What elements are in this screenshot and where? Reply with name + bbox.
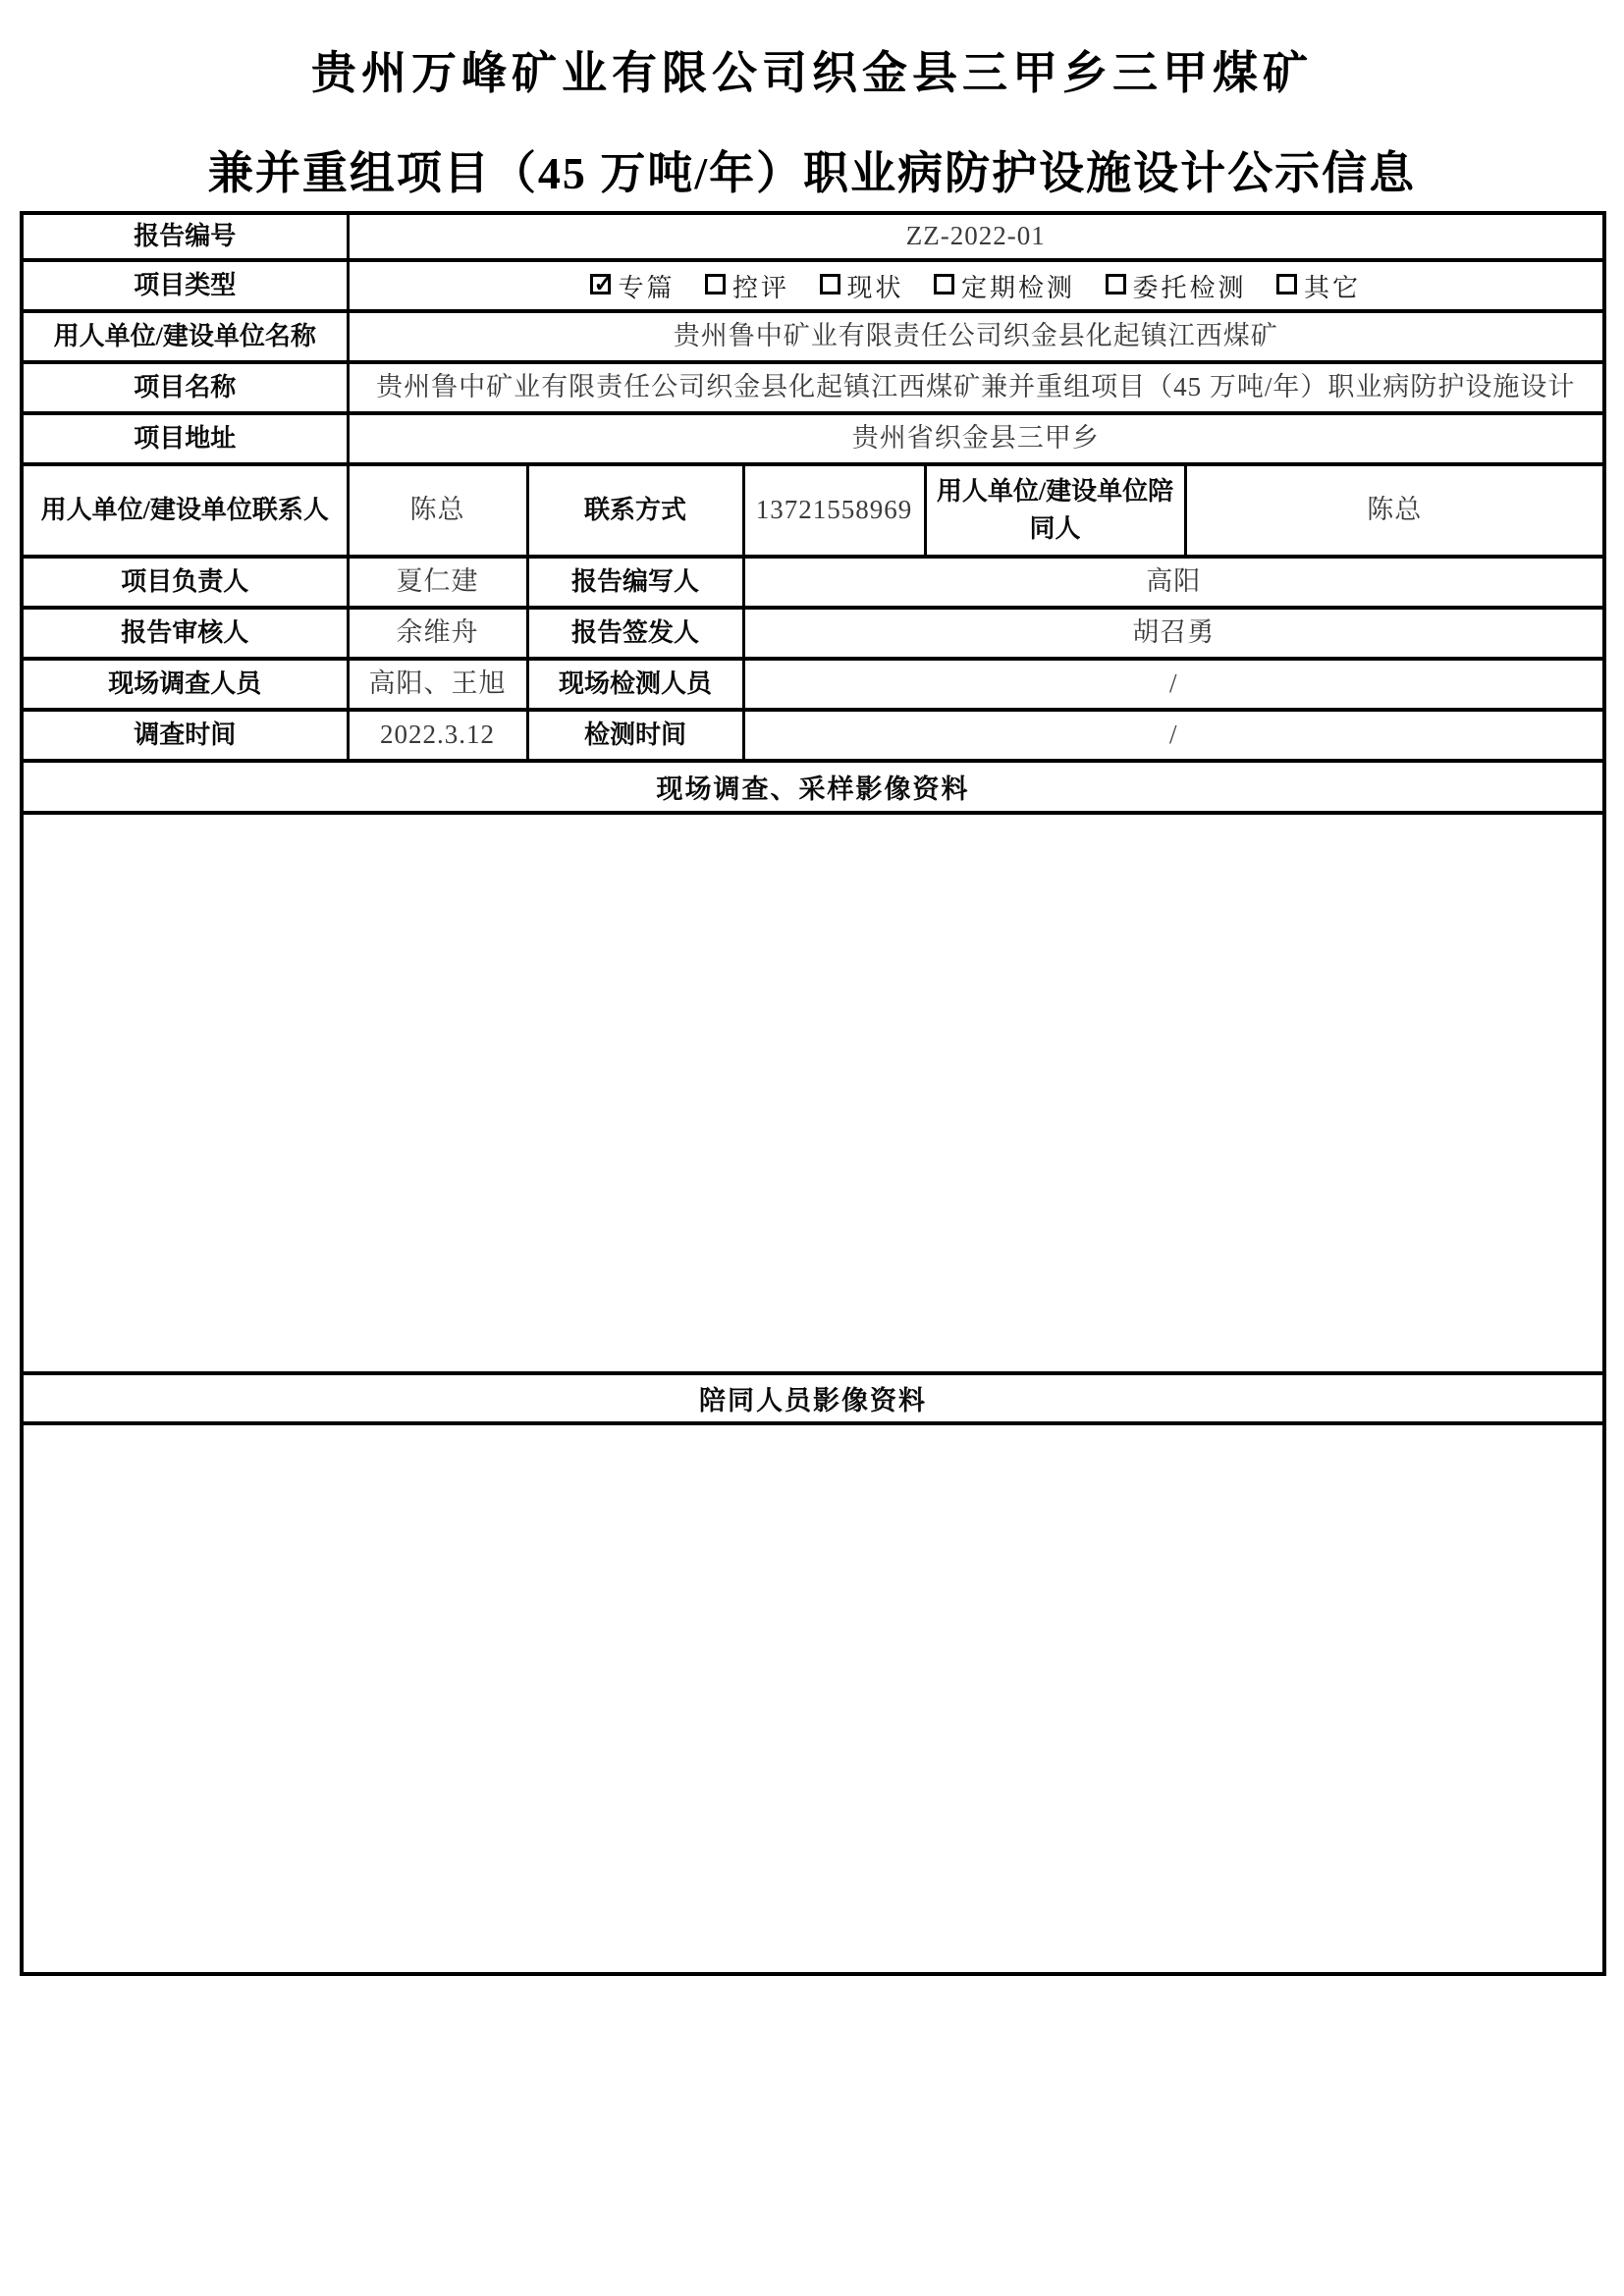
survey-personnel-value: 高阳、王旭 [348, 659, 527, 710]
document-title-line2: 兼并重组项目（45 万吨/年）职业病防护设施设计公示信息 [207, 148, 1417, 198]
contact-value: 陈总 [348, 464, 527, 557]
project-leader-value: 夏仁建 [348, 557, 527, 608]
escort-photos-row [22, 1423, 1604, 1974]
option-weituo-jiance: 委托检测 [1106, 268, 1247, 304]
survey-photos-section-title: 现场调查、采样影像资料 [22, 761, 1604, 813]
test-time-value: / [743, 710, 1604, 761]
report-info-table [20, 211, 1606, 1976]
employer-name-label: 用人单位/建设单位名称 [22, 311, 348, 362]
project-name-row [22, 362, 1604, 413]
project-address-value: 贵州省织金县三甲乡 [348, 413, 1604, 464]
survey-photos-header-row [22, 761, 1604, 813]
project-type-row [22, 260, 1604, 311]
employer-name-row [22, 311, 1604, 362]
report-writer-label: 报告编写人 [527, 557, 743, 608]
escort-photos-section-title: 陪同人员影像资料 [22, 1373, 1604, 1423]
employer-name-value: 贵州鲁中矿业有限责任公司织金县化起镇江西煤矿 [348, 311, 1604, 362]
survey-personnel-label: 现场调查人员 [22, 659, 348, 710]
checkbox-icon [820, 274, 840, 294]
escort-photos-header-row [22, 1373, 1604, 1423]
survey-photos-area [22, 813, 1604, 1373]
project-address-row [22, 413, 1604, 464]
report-issuer-label: 报告签发人 [527, 608, 743, 659]
survey-time-label: 调查时间 [22, 710, 348, 761]
escort-label: 用人单位/建设单位陪同人 [925, 464, 1185, 557]
document-title-line1: 贵州万峰矿业有限公司织金县三甲乡三甲煤矿 [311, 48, 1313, 98]
survey-photos-row [22, 813, 1604, 1373]
escort-photos-area [22, 1423, 1604, 1974]
project-leader-label: 项目负责人 [22, 557, 348, 608]
time-row [22, 710, 1604, 761]
test-time-label: 检测时间 [527, 710, 743, 761]
test-personnel-label: 现场检测人员 [527, 659, 743, 710]
report-no-label: 报告编号 [22, 213, 348, 260]
report-issuer-value: 胡召勇 [743, 608, 1604, 659]
report-no-value: ZZ-2022-01 [348, 213, 1604, 260]
option-zhuanpian: ✓ 专篇 [590, 268, 675, 304]
project-address-label: 项目地址 [22, 413, 348, 464]
checkbox-icon [1276, 274, 1297, 294]
option-qita: 其它 [1276, 268, 1361, 304]
project-type-label: 项目类型 [22, 260, 348, 311]
review-row [22, 608, 1604, 659]
survey-time-value: 2022.3.12 [348, 710, 527, 761]
project-name-label: 项目名称 [22, 362, 348, 413]
leader-row [22, 557, 1604, 608]
survey-personnel-row [22, 659, 1604, 710]
project-type-options [348, 260, 1604, 311]
report-writer-value: 高阳 [743, 557, 1604, 608]
report-reviewer-value: 余维舟 [348, 608, 527, 659]
checkbox-icon [1106, 274, 1126, 294]
option-kongping: 控评 [705, 268, 789, 304]
option-xianzhuang: 现状 [820, 268, 904, 304]
contact-label: 用人单位/建设单位联系人 [22, 464, 348, 557]
phone-value: 13721558969 [743, 464, 925, 557]
checkbox-checked-icon [590, 274, 611, 294]
report-reviewer-label: 报告审核人 [22, 608, 348, 659]
checkbox-icon [705, 274, 726, 294]
report-no-row [22, 213, 1604, 260]
project-name-value: 贵州鲁中矿业有限责任公司织金县化起镇江西煤矿兼并重组项目（45 万吨/年）职业病防护设施设计 [348, 362, 1604, 413]
phone-label: 联系方式 [527, 464, 743, 557]
test-personnel-value: / [743, 659, 1604, 710]
option-dingqi-jiance: 定期检测 [934, 268, 1075, 304]
escort-value: 陈总 [1185, 464, 1604, 557]
contact-row [22, 464, 1604, 557]
checkbox-icon [934, 274, 954, 294]
